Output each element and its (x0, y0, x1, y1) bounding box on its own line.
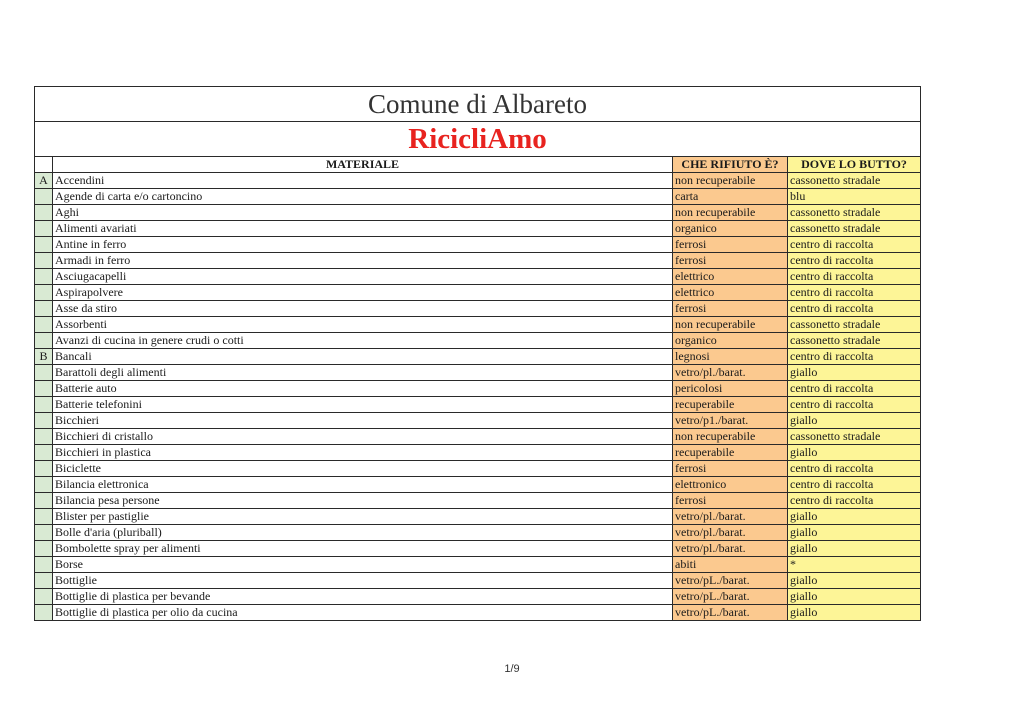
row-letter: A (35, 173, 53, 189)
waste-type-cell: legnosi (673, 349, 788, 365)
material-cell: Agende di carta e/o cartoncino (53, 189, 673, 205)
disposal-cell: cassonetto stradale (788, 173, 921, 189)
material-cell: Blister per pastiglie (53, 509, 673, 525)
row-letter (35, 429, 53, 445)
table-row (35, 189, 921, 205)
row-letter (35, 237, 53, 253)
disposal-cell: giallo (788, 365, 921, 381)
material-cell: Antine in ferro (53, 237, 673, 253)
table-row (35, 429, 921, 445)
row-letter (35, 573, 53, 589)
waste-type-cell: elettronico (673, 477, 788, 493)
waste-type-cell: non recuperabile (673, 173, 788, 189)
waste-type-cell: recuperabile (673, 445, 788, 461)
header-row (35, 157, 921, 173)
table-row (35, 317, 921, 333)
row-letter (35, 477, 53, 493)
waste-type-cell: vetro/pl./barat. (673, 541, 788, 557)
material-cell: Asciugacapelli (53, 269, 673, 285)
disposal-cell: * (788, 557, 921, 573)
waste-type-cell: abiti (673, 557, 788, 573)
material-cell: Bicchieri di cristallo (53, 429, 673, 445)
disposal-cell: centro di raccolta (788, 349, 921, 365)
material-cell: Alimenti avariati (53, 221, 673, 237)
table-row (35, 237, 921, 253)
disposal-cell: centro di raccolta (788, 301, 921, 317)
material-cell: Borse (53, 557, 673, 573)
row-letter (35, 605, 53, 621)
row-letter (35, 525, 53, 541)
disposal-cell: centro di raccolta (788, 493, 921, 509)
recycling-table (34, 86, 921, 621)
waste-type-cell: organico (673, 221, 788, 237)
disposal-cell: cassonetto stradale (788, 317, 921, 333)
disposal-cell: blu (788, 189, 921, 205)
material-cell: Bottiglie (53, 573, 673, 589)
table-row (35, 573, 921, 589)
row-letter: B (35, 349, 53, 365)
waste-type-header: CHE RIFIUTO È? (673, 157, 788, 173)
table-row (35, 285, 921, 301)
disposal-cell: cassonetto stradale (788, 221, 921, 237)
material-cell: Bottiglie di plastica per olio da cucina (53, 605, 673, 621)
row-letter (35, 397, 53, 413)
row-letter (35, 541, 53, 557)
waste-type-cell: vetro/pL./barat. (673, 573, 788, 589)
material-cell: Bilancia pesa persone (53, 493, 673, 509)
disposal-cell: centro di raccolta (788, 269, 921, 285)
disposal-cell: cassonetto stradale (788, 429, 921, 445)
waste-type-cell: vetro/pL./barat. (673, 589, 788, 605)
table-row (35, 493, 921, 509)
table-row (35, 301, 921, 317)
waste-type-cell: non recuperabile (673, 205, 788, 221)
table-row (35, 413, 921, 429)
table-row (35, 461, 921, 477)
disposal-cell: giallo (788, 413, 921, 429)
row-letter (35, 269, 53, 285)
disposal-cell: giallo (788, 509, 921, 525)
waste-type-cell: ferrosi (673, 301, 788, 317)
page-number: 1/9 (504, 663, 520, 675)
table-row (35, 509, 921, 525)
material-cell: Aspirapolvere (53, 285, 673, 301)
waste-type-cell: ferrosi (673, 493, 788, 509)
table-row (35, 381, 921, 397)
row-letter (35, 317, 53, 333)
waste-type-cell: vetro/p1./barat. (673, 413, 788, 429)
waste-type-cell: recuperabile (673, 397, 788, 413)
row-letter (35, 333, 53, 349)
waste-type-cell: organico (673, 333, 788, 349)
document-title: Comune di Albareto (35, 87, 921, 122)
material-header: MATERIALE (53, 157, 673, 173)
material-cell: Bolle d'aria (pluriball) (53, 525, 673, 541)
table-row (35, 253, 921, 269)
material-cell: Biciclette (53, 461, 673, 477)
row-letter (35, 221, 53, 237)
row-letter (35, 253, 53, 269)
disposal-cell: centro di raccolta (788, 237, 921, 253)
table-row (35, 477, 921, 493)
table-row (35, 269, 921, 285)
waste-type-cell: carta (673, 189, 788, 205)
table-row (35, 333, 921, 349)
table-row (35, 173, 921, 189)
disposal-cell: cassonetto stradale (788, 205, 921, 221)
row-letter (35, 445, 53, 461)
row-letter (35, 381, 53, 397)
waste-type-cell: ferrosi (673, 253, 788, 269)
waste-type-cell: ferrosi (673, 237, 788, 253)
row-letter (35, 461, 53, 477)
table-row (35, 589, 921, 605)
waste-type-cell: non recuperabile (673, 317, 788, 333)
table-row (35, 541, 921, 557)
brand-title: RicicliAmo (35, 122, 921, 157)
material-cell: Batterie telefonini (53, 397, 673, 413)
material-cell: Aghi (53, 205, 673, 221)
table-row (35, 397, 921, 413)
disposal-cell: centro di raccolta (788, 477, 921, 493)
table-row (35, 525, 921, 541)
material-cell: Assorbenti (53, 317, 673, 333)
row-letter (35, 413, 53, 429)
table-row (35, 349, 921, 365)
row-letter (35, 509, 53, 525)
row-letter (35, 589, 53, 605)
material-cell: Bilancia elettronica (53, 477, 673, 493)
disposal-cell: centro di raccolta (788, 381, 921, 397)
material-cell: Avanzi di cucina in genere crudi o cotti (53, 333, 673, 349)
table-row (35, 445, 921, 461)
disposal-cell: centro di raccolta (788, 285, 921, 301)
waste-type-cell: vetro/pl./barat. (673, 525, 788, 541)
disposal-header: DOVE LO BUTTO? (788, 157, 921, 173)
disposal-cell: cassonetto stradale (788, 333, 921, 349)
row-letter (35, 189, 53, 205)
row-letter (35, 205, 53, 221)
disposal-cell: centro di raccolta (788, 461, 921, 477)
waste-type-cell: elettrico (673, 269, 788, 285)
disposal-cell: giallo (788, 573, 921, 589)
disposal-cell: centro di raccolta (788, 397, 921, 413)
table-row (35, 557, 921, 573)
table-row (35, 605, 921, 621)
row-letter (35, 557, 53, 573)
table-row (35, 365, 921, 381)
waste-type-cell: pericolosi (673, 381, 788, 397)
table-row (35, 205, 921, 221)
waste-type-cell: vetro/pL./barat. (673, 605, 788, 621)
row-letter (35, 493, 53, 509)
material-cell: Bicchieri (53, 413, 673, 429)
material-cell: Armadi in ferro (53, 253, 673, 269)
material-cell: Batterie auto (53, 381, 673, 397)
material-cell: Accendini (53, 173, 673, 189)
disposal-cell: centro di raccolta (788, 253, 921, 269)
row-letter (35, 301, 53, 317)
material-cell: Bicchieri in plastica (53, 445, 673, 461)
material-cell: Bombolette spray per alimenti (53, 541, 673, 557)
disposal-cell: giallo (788, 525, 921, 541)
material-cell: Barattoli degli alimenti (53, 365, 673, 381)
waste-type-cell: ferrosi (673, 461, 788, 477)
disposal-cell: giallo (788, 541, 921, 557)
disposal-cell: giallo (788, 445, 921, 461)
letter-header (35, 157, 53, 173)
material-cell: Bottiglie di plastica per bevande (53, 589, 673, 605)
waste-type-cell: non recuperabile (673, 429, 788, 445)
table-row (35, 221, 921, 237)
row-letter (35, 365, 53, 381)
disposal-cell: giallo (788, 605, 921, 621)
disposal-cell: giallo (788, 589, 921, 605)
waste-type-cell: vetro/pl./barat. (673, 365, 788, 381)
table-body (35, 173, 921, 621)
material-cell: Bancali (53, 349, 673, 365)
row-letter (35, 285, 53, 301)
waste-type-cell: vetro/pl./barat. (673, 509, 788, 525)
waste-type-cell: elettrico (673, 285, 788, 301)
material-cell: Asse da stiro (53, 301, 673, 317)
